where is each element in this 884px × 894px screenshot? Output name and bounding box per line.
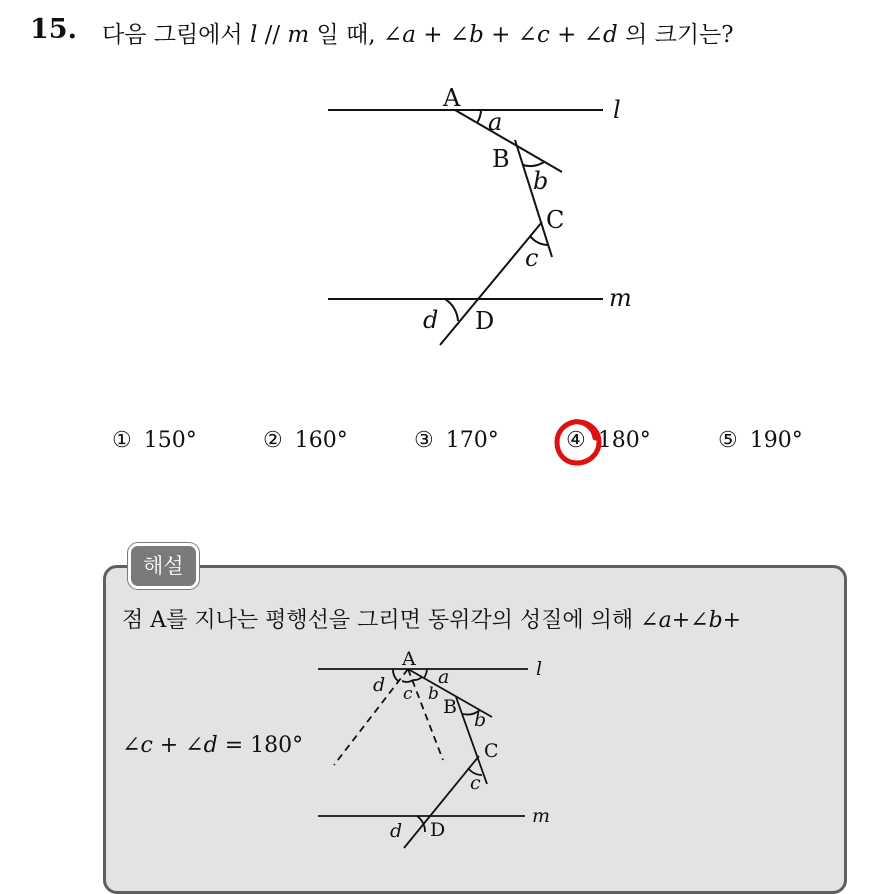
sol-label-line-m: m [532, 805, 551, 827]
sol-arc-c-top [402, 680, 413, 682]
choice-1[interactable]: ① 150° [112, 428, 197, 453]
question-number: 15. [30, 14, 77, 45]
solution-figure [300, 640, 570, 855]
sol-label-angle-d: d [390, 820, 403, 842]
sol-label-angle-b: b [474, 709, 487, 731]
choice-5[interactable]: ⑤ 190° [718, 428, 803, 453]
label-point-d: D [475, 307, 495, 335]
choice-2[interactable]: ② 160° [263, 428, 348, 453]
answer-circle-mark [550, 414, 606, 470]
solution-text-line2: ∠c + ∠d = 180° [122, 733, 304, 758]
sol-arc-b-top [413, 677, 422, 680]
choice-3[interactable]: ③ 170° [414, 428, 499, 453]
sol-label-point-b: B [443, 696, 457, 718]
label-angle-d: d [423, 306, 439, 334]
sol-dashed-parallel-1 [334, 669, 408, 765]
sol-label-angle-a: a [438, 666, 450, 688]
label-point-a: A [443, 84, 461, 112]
label-point-b: B [492, 145, 510, 173]
sol-label-line-l: l [536, 658, 543, 680]
sol-arc-a [424, 669, 427, 678]
sol-label-angle-d-top: d [373, 674, 386, 696]
sol-label-angle-c-top: c [403, 684, 413, 704]
angle-arc-d [445, 299, 458, 321]
sol-label-angle-b-top: b [428, 684, 439, 704]
sol-label-angle-c: c [470, 772, 481, 794]
sol-label-point-c: C [484, 740, 499, 762]
angle-arc-a [477, 110, 481, 123]
question-text: 다음 그림에서 l // m 일 때, ∠a + ∠b + ∠c + ∠d 의 크기는? [102, 22, 734, 48]
label-angle-b: b [533, 167, 549, 195]
sol-label-point-a: A [402, 648, 416, 670]
choice-4[interactable]: ④ 180° [566, 428, 651, 453]
angle-arc-b [523, 162, 544, 166]
label-line-l: l [613, 96, 621, 124]
solution-tag: 해설 [128, 543, 199, 589]
label-point-c: C [546, 206, 565, 234]
question-figure [300, 80, 660, 360]
label-angle-a: a [488, 108, 503, 136]
label-angle-c: c [525, 244, 539, 272]
sol-arc-d-top [393, 669, 398, 681]
label-line-m: m [609, 284, 632, 312]
solution-text-line1: 점 A를 지나는 평행선을 그리면 동위각의 성질에 의해 ∠a+∠b+ [122, 608, 742, 633]
sol-label-point-d: D [430, 819, 446, 841]
